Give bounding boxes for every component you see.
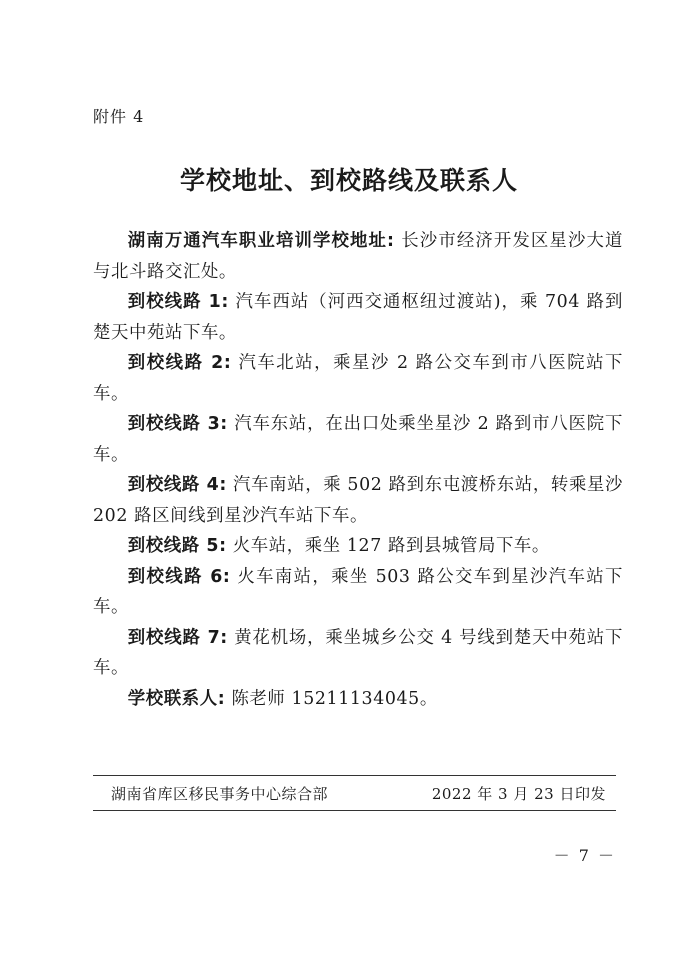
route-7-text: 黄花机场，乘坐城乡公交 4 号线到楚天中苑站下车。 — [93, 627, 623, 678]
route-7-paragraph — [93, 623, 623, 684]
route-4-text: 汽车南站，乘 502 路到东屯渡桥东站，转乘星沙 202 路区间线到星沙汽车站下车。 — [93, 475, 624, 526]
footer-issuer: 湖南省库区移民事务中心综合部 — [111, 785, 329, 803]
route-2-paragraph — [93, 348, 623, 409]
footer-date: 2022 年 3 月 23 日印发 — [431, 785, 606, 803]
route-6-text: 火车南站，乘坐 503 路公交车到星沙汽车站下车。 — [93, 566, 623, 617]
attachment-label: 附件 4 — [93, 107, 145, 126]
route-5-label: 到校线路 5: — [127, 536, 227, 556]
document-title: 学校地址、到校路线及联系人 — [179, 166, 518, 195]
route-3-label: 到校线路 3: — [127, 414, 228, 434]
route-6-paragraph — [93, 562, 623, 623]
footer-issuance-bar — [93, 775, 616, 811]
route-3-text: 汽车东站，在出口处乘坐星沙 2 路到市八医院下车。 — [93, 414, 623, 465]
route-2-label: 到校线路 2: — [127, 353, 232, 373]
route-5-paragraph — [93, 531, 623, 562]
route-3-paragraph — [93, 409, 623, 470]
contact-paragraph — [93, 684, 623, 715]
route-4-paragraph — [93, 470, 623, 531]
route-7-label: 到校线路 7: — [127, 627, 228, 648]
school-address-label: 湖南万通汽车职业培训学校地址: — [127, 231, 395, 251]
route-5-text: 火车站，乘坐 127 路到县城管局下车。 — [226, 536, 550, 556]
contact-label: 学校联系人: — [127, 688, 226, 709]
school-address-value: 长沙市经济开发区星沙大道与北斗路交汇处。 — [93, 231, 623, 282]
route-1-label: 到校线路 1: — [127, 292, 229, 312]
contact-value: 陈老师 15211134045。 — [225, 688, 438, 709]
route-1-text: 汽车西站（河西交通枢纽过渡站)，乘 704 路到楚天中苑站下车。 — [93, 292, 623, 343]
route-4-label: 到校线路 4: — [127, 475, 227, 495]
document-body — [93, 226, 623, 714]
route-2-text: 汽车北站，乘星沙 2 路公交车到市八医院站下车。 — [93, 353, 623, 404]
page-number: － 7 － — [553, 846, 616, 865]
school-address-paragraph — [93, 226, 623, 287]
route-1-paragraph — [93, 287, 623, 348]
route-6-label: 到校线路 6: — [127, 566, 231, 587]
